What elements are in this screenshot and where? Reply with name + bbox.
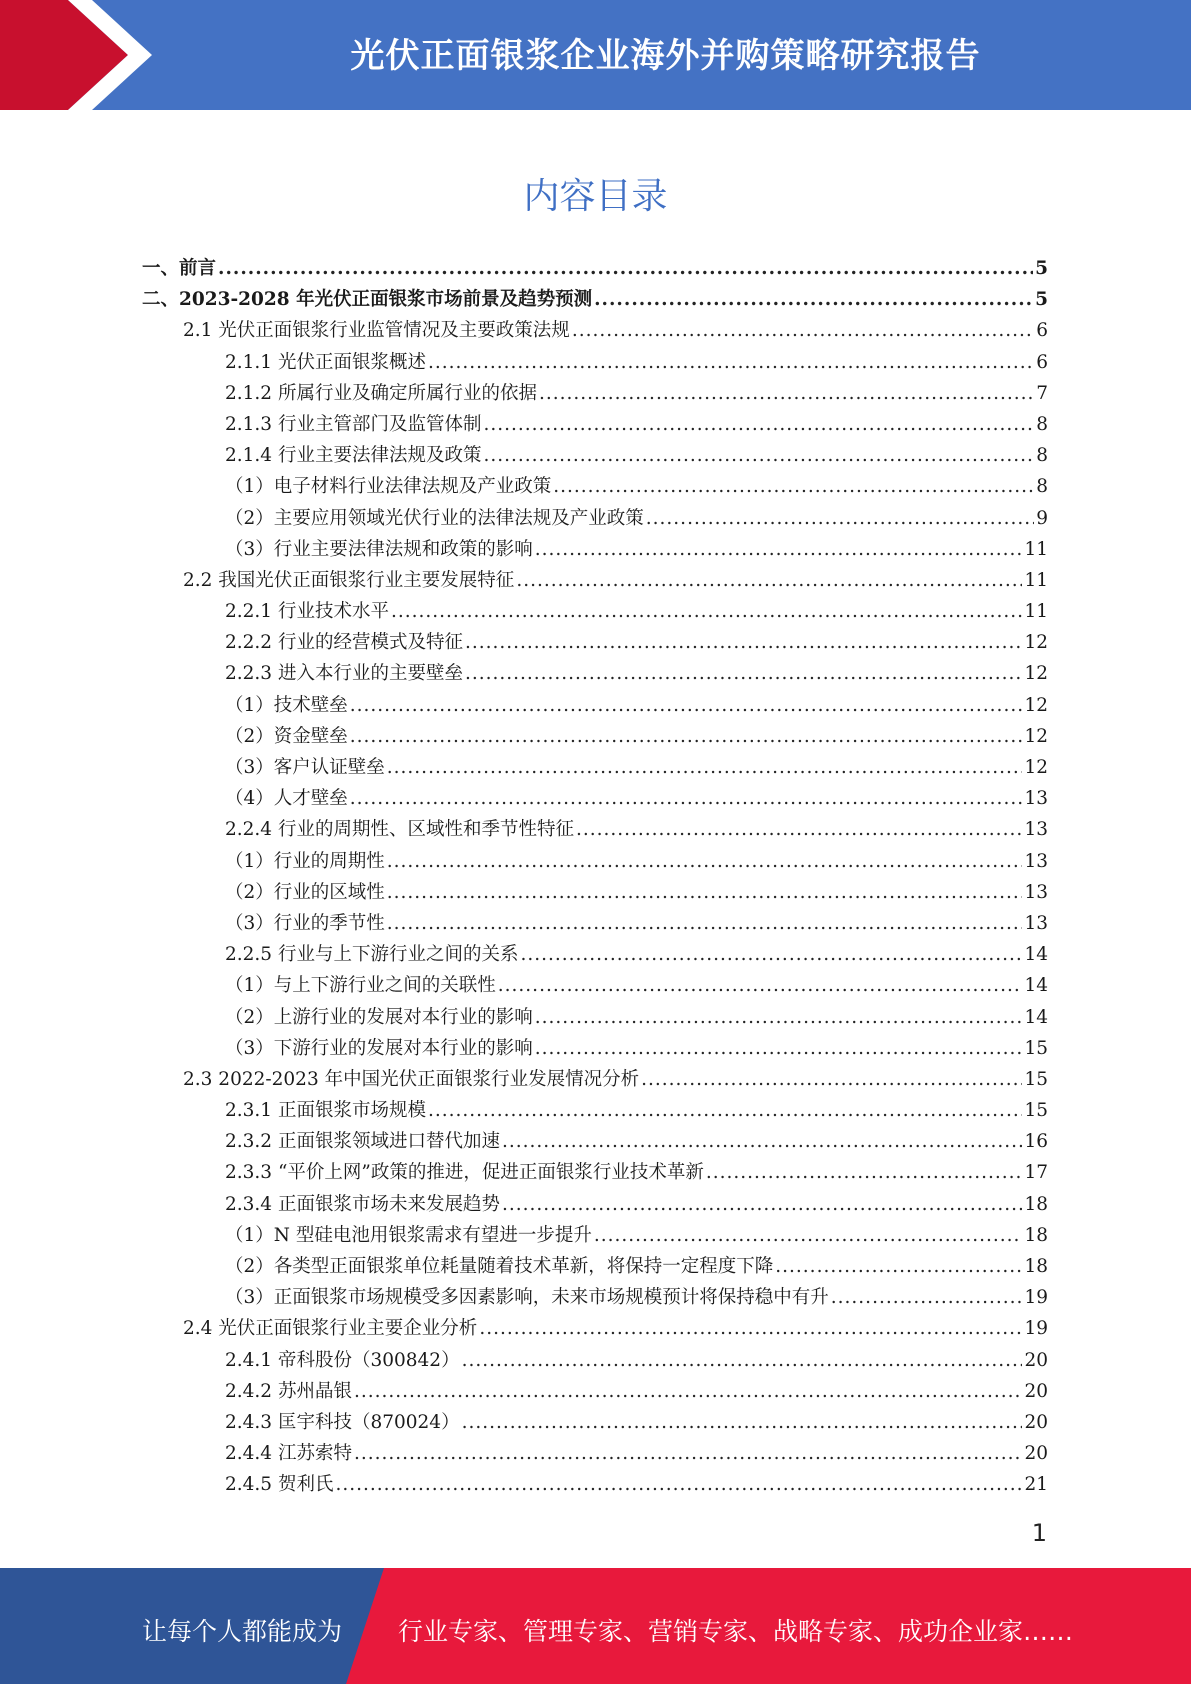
toc-entry-page: 5 — [1035, 258, 1048, 279]
toc-dot-leader — [535, 1007, 1023, 1028]
toc-entry-label: （1）N 型硅电池用银浆需求有望进一步提升 — [225, 1224, 592, 1246]
toc-entry-label: 2.3 2022-2023 年中国光伏正面银浆行业发展情况分析 — [183, 1068, 640, 1090]
toc-entry-page: 5 — [1035, 289, 1048, 311]
toc-entry-label: 2.1.1 光伏正面银浆概述 — [225, 351, 426, 373]
toc-dot-leader — [391, 601, 1022, 622]
toc-dot-leader — [775, 1256, 1022, 1277]
toc-dot-leader — [350, 726, 1023, 747]
toc-entry-page: 20 — [1024, 1380, 1048, 1402]
toc-dot-leader — [387, 757, 1023, 778]
toc-entry-page: 20 — [1024, 1411, 1048, 1433]
toc-dot-leader — [646, 508, 1034, 529]
toc-entry-page: 18 — [1024, 1193, 1048, 1215]
toc-entry-page: 19 — [1024, 1318, 1048, 1340]
toc-entry-label: 2.2.1 行业技术水平 — [225, 601, 389, 623]
toc-dot-leader — [502, 1194, 1022, 1215]
toc-entry-page: 16 — [1024, 1131, 1048, 1153]
toc-entry-label: 2.1.4 行业主要法律法规及政策 — [225, 445, 482, 467]
toc-dot-leader — [465, 663, 1022, 684]
toc-entry[interactable] — [142, 441, 1048, 472]
toc-entry[interactable] — [142, 379, 1048, 410]
toc-entry-page: 13 — [1024, 912, 1048, 934]
toc-dot-leader — [498, 975, 1023, 996]
toc-dot-leader — [218, 258, 1033, 279]
toc-entry[interactable] — [142, 1127, 1048, 1158]
toc-dot-leader — [594, 289, 1033, 310]
toc-dot-leader — [553, 476, 1034, 497]
toc-entry[interactable] — [142, 971, 1048, 1002]
toc-entry-label: 2.2.4 行业的周期性、区域性和季节性特征 — [225, 819, 574, 841]
toc-entry-page: 13 — [1024, 850, 1048, 872]
toc-entry[interactable] — [142, 909, 1048, 940]
toc-dot-leader — [479, 1318, 1022, 1339]
toc-entry-label: 2.1 光伏正面银浆行业监管情况及主要政策法规 — [183, 320, 570, 342]
toc-dot-leader — [483, 445, 1034, 466]
page-footer — [0, 1568, 1191, 1684]
toc-entry[interactable] — [142, 1346, 1048, 1377]
toc-entry[interactable] — [142, 597, 1048, 628]
toc-entry-page: 19 — [1024, 1287, 1048, 1309]
toc-entry-page: 14 — [1024, 944, 1048, 966]
toc-dot-leader — [535, 539, 1023, 560]
toc-entry-label: （3）行业的季节性 — [225, 912, 385, 934]
toc-entry-page: 15 — [1024, 1100, 1048, 1122]
toc-dot-leader — [350, 788, 1023, 809]
toc-entry[interactable] — [142, 1158, 1048, 1189]
footer-slogan-left: 让每个人都能成为 — [142, 1617, 343, 1646]
toc-entry-page: 14 — [1024, 975, 1048, 997]
toc-entry[interactable] — [142, 722, 1048, 753]
toc-dot-leader — [354, 1443, 1023, 1464]
toc-entry-label: （1）技术壁垒 — [225, 694, 348, 716]
toc-entry-label: 2.3.1 正面银浆市场规模 — [225, 1100, 426, 1122]
toc-entry-page: 6 — [1036, 351, 1048, 373]
toc-entry-label: 2.2 我国光伏正面银浆行业主要发展特征 — [183, 569, 515, 591]
toc-dot-leader — [462, 1350, 1023, 1371]
toc-entry-page: 11 — [1024, 538, 1048, 560]
toc-entry-label: （2）行业的区域性 — [225, 881, 385, 903]
toc-dot-leader — [428, 352, 1034, 373]
toc-entry[interactable] — [142, 815, 1048, 846]
toc-entry-page: 11 — [1024, 569, 1048, 591]
toc-entry-label: 2.4 光伏正面银浆行业主要企业分析 — [183, 1318, 478, 1340]
toc-title: 内容目录 — [523, 176, 668, 217]
toc-entry-page: 8 — [1036, 476, 1048, 498]
toc-entry-page: 9 — [1036, 507, 1048, 529]
toc-entry-label: 2.1.3 行业主管部门及监管体制 — [225, 413, 482, 435]
toc-entry[interactable] — [142, 472, 1048, 503]
toc-entry[interactable] — [142, 878, 1048, 909]
toc-entry-label: （3）行业主要法律法规和政策的影响 — [225, 538, 533, 560]
toc-entry-label: （4）人才壁垒 — [225, 788, 348, 810]
toc-entry-label: 2.4.5 贺利氏 — [225, 1474, 334, 1496]
toc-entry[interactable] — [142, 659, 1048, 690]
toc-entry-label: 2.3.4 正面银浆市场未来发展趋势 — [225, 1193, 500, 1215]
toc-entry-page: 14 — [1024, 1006, 1048, 1028]
toc-entry[interactable] — [142, 753, 1048, 784]
toc-entry-page: 6 — [1036, 320, 1048, 342]
toc-entry[interactable] — [142, 940, 1048, 971]
toc-entry-label: （1）行业的周期性 — [225, 850, 385, 872]
toc-entry-label: 一、前言 — [142, 258, 217, 279]
toc-entry-page: 12 — [1024, 663, 1048, 685]
toc-entry[interactable] — [142, 535, 1048, 566]
table-of-contents — [142, 254, 1048, 1502]
toc-entry-label: 2.4.4 江苏索特 — [225, 1443, 352, 1465]
toc-dot-leader — [641, 1069, 1022, 1090]
toc-entry-label: 2.4.2 苏州晶银 — [225, 1380, 352, 1402]
toc-entry[interactable] — [142, 1314, 1048, 1345]
toc-dot-leader — [539, 383, 1034, 404]
toc-entry-label: 2.2.2 行业的经营模式及特征 — [225, 632, 463, 654]
toc-entry-page: 7 — [1036, 382, 1048, 404]
toc-entry-page: 18 — [1024, 1256, 1048, 1277]
toc-entry-label: （3）正面银浆市场规模受多因素影响，未来市场规模预计将保持稳中有升 — [225, 1287, 829, 1309]
toc-entry[interactable] — [142, 784, 1048, 815]
report-title: 光伏正面银浆企业海外并购策略研究报告 — [350, 36, 981, 76]
toc-entry-label: 二、2023-2028 年光伏正面银浆市场前景及趋势预测 — [142, 289, 593, 311]
toc-entry-page: 13 — [1024, 881, 1048, 903]
toc-dot-leader — [572, 320, 1034, 341]
toc-entry-label: （1）与上下游行业之间的关联性 — [225, 975, 496, 997]
toc-entry-label: 2.2.3 进入本行业的主要壁垒 — [225, 663, 463, 685]
toc-entry[interactable] — [142, 628, 1048, 659]
toc-dot-leader — [706, 1162, 1023, 1183]
toc-entry-label: 2.1.2 所属行业及确定所属行业的依据 — [225, 382, 537, 404]
toc-entry-page: 8 — [1036, 445, 1048, 467]
toc-entry[interactable] — [142, 1408, 1048, 1439]
toc-entry[interactable] — [142, 691, 1048, 722]
toc-dot-leader — [387, 882, 1023, 903]
toc-entry-page: 13 — [1024, 819, 1048, 841]
toc-dot-leader — [354, 1381, 1023, 1402]
toc-dot-leader — [516, 570, 1022, 591]
toc-entry[interactable] — [142, 1096, 1048, 1127]
toc-entry[interactable] — [142, 348, 1048, 379]
toc-entry-label: （1）电子材料行业法律法规及产业政策 — [225, 476, 552, 498]
toc-entry-page: 12 — [1024, 757, 1048, 778]
toc-entry-label: （2）资金壁垒 — [225, 725, 348, 747]
toc-entry-label: （3）下游行业的发展对本行业的影响 — [225, 1037, 533, 1059]
toc-entry-page: 12 — [1024, 694, 1048, 716]
toc-entry[interactable] — [142, 1003, 1048, 1034]
toc-entry[interactable] — [142, 1439, 1048, 1470]
toc-dot-leader — [520, 944, 1022, 965]
toc-dot-leader — [483, 414, 1034, 435]
toc-entry[interactable] — [142, 285, 1048, 316]
toc-entry[interactable] — [142, 1034, 1048, 1065]
toc-entry[interactable] — [142, 1252, 1048, 1283]
toc-entry[interactable] — [142, 1470, 1048, 1501]
toc-entry[interactable] — [142, 1377, 1048, 1408]
toc-entry-page: 12 — [1024, 632, 1048, 654]
toc-dot-leader — [462, 1412, 1023, 1433]
toc-entry-label: 2.2.5 行业与上下游行业之间的关系 — [225, 944, 519, 966]
toc-entry-page: 21 — [1024, 1474, 1048, 1496]
toc-entry[interactable] — [142, 1221, 1048, 1252]
toc-entry[interactable] — [142, 847, 1048, 878]
toc-entry-label: （3）客户认证壁垒 — [225, 757, 385, 778]
toc-entry-page: 20 — [1024, 1349, 1048, 1371]
toc-entry[interactable] — [142, 1283, 1048, 1314]
toc-entry-page: 8 — [1036, 413, 1048, 435]
toc-entry-page: 20 — [1024, 1443, 1048, 1465]
toc-entry[interactable] — [142, 504, 1048, 535]
toc-dot-leader — [831, 1287, 1023, 1308]
footer-slogan-right: 行业专家、管理专家、营销专家、战略专家、成功企业家…… — [398, 1617, 1074, 1646]
toc-entry-page: 15 — [1024, 1037, 1048, 1059]
toc-entry-page: 15 — [1024, 1068, 1048, 1090]
toc-entry[interactable] — [142, 1190, 1048, 1221]
toc-dot-leader — [387, 913, 1023, 934]
toc-entry-label: 2.4.3 匡宇科技（870024） — [225, 1411, 460, 1433]
toc-dot-leader — [465, 632, 1022, 653]
toc-dot-leader — [535, 1038, 1023, 1059]
toc-entry-label: （2）主要应用领域光伏行业的法律法规及产业政策 — [225, 507, 644, 529]
toc-entry[interactable] — [142, 1065, 1048, 1096]
toc-entry-label: 2.3.3 “平价上网”政策的推进，促进正面银浆行业技术革新 — [225, 1162, 704, 1184]
toc-entry-label: 2.4.1 帝科股份（300842） — [225, 1349, 460, 1371]
toc-entry[interactable] — [142, 410, 1048, 441]
toc-dot-leader — [576, 819, 1022, 840]
toc-dot-leader — [335, 1474, 1022, 1495]
toc-entry-label: 2.3.2 正面银浆领域进口替代加速 — [225, 1131, 500, 1153]
toc-dot-leader — [350, 695, 1023, 716]
page-header — [0, 0, 1191, 110]
toc-entry-page: 12 — [1024, 725, 1048, 747]
toc-entry[interactable] — [142, 254, 1048, 285]
toc-entry-page: 18 — [1024, 1224, 1048, 1246]
toc-entry-page: 17 — [1024, 1162, 1048, 1184]
toc-dot-leader — [428, 1100, 1022, 1121]
toc-entry-page: 13 — [1024, 788, 1048, 810]
toc-entry[interactable] — [142, 316, 1048, 347]
toc-entry[interactable] — [142, 566, 1048, 597]
toc-dot-leader — [387, 851, 1023, 872]
toc-entry-page: 11 — [1024, 601, 1048, 623]
toc-entry-label: （2）上游行业的发展对本行业的影响 — [225, 1006, 533, 1028]
page-number: 1 — [1031, 1519, 1047, 1547]
toc-dot-leader — [594, 1225, 1023, 1246]
toc-dot-leader — [502, 1131, 1022, 1152]
toc-entry-label: （2）各类型正面银浆单位耗量随着技术革新，将保持一定程度下降 — [225, 1256, 774, 1277]
